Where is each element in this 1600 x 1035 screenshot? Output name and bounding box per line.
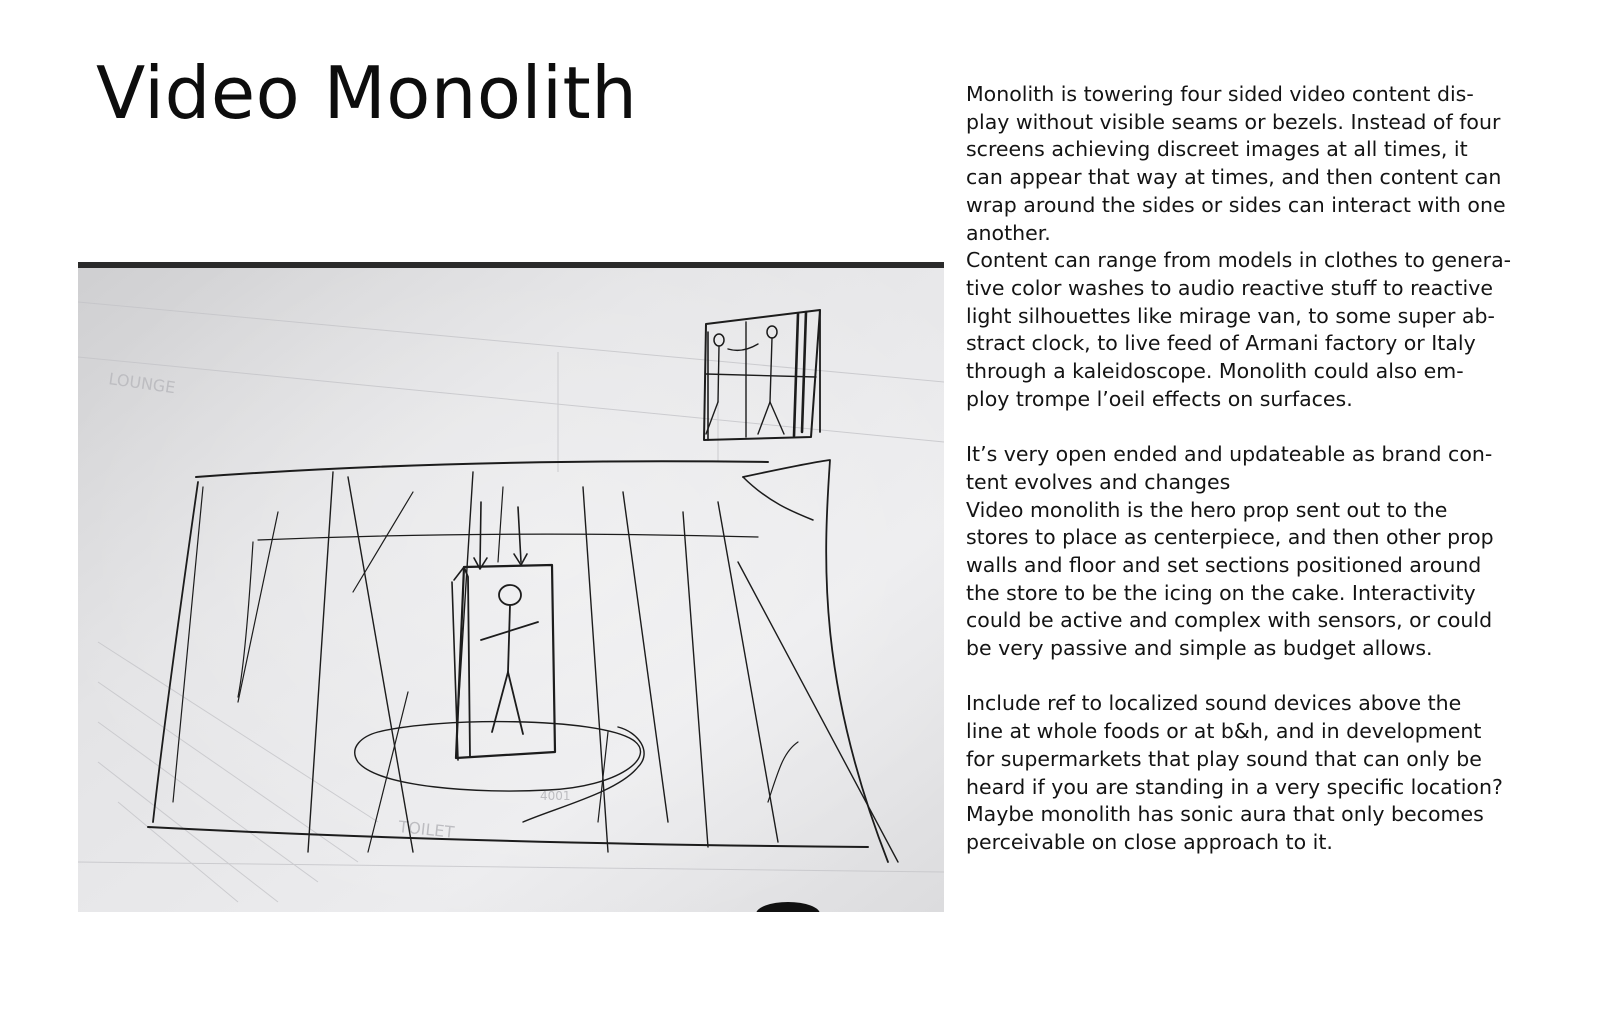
paragraph-content-range: Content can range from models in clothes to genera- tive color washes to audio reactive stuff to reactive light silhouettes like mirage van, to some super ab- stract clock, to live feed of Armani factory or Italy through a kaleidoscope. Monolith could also em- ploy trompe l’oeil effects on surfaces. [966, 248, 1512, 411]
description-text [966, 81, 1556, 857]
page-title: Video Monolith [96, 51, 638, 135]
monolith-sketch-photo [78, 262, 944, 912]
paragraph-open-ended: It’s very open ended and updateable as brand con- tent evolves and changes [966, 442, 1493, 494]
svg-text:4001: 4001 [540, 789, 571, 803]
sketch-drawing [78, 262, 944, 912]
svg-text:LOUNGE: LOUNGE [107, 369, 177, 398]
paragraph-intro: Monolith is towering four sided video content dis- play without visible seams or bezels. Instead of four screens achieving discreet images at all times, it can appear that way at times, and then content can wrap around the sides or sides can interact with one another. [966, 82, 1506, 245]
paragraph-hero-prop: Video monolith is the hero prop sent out to the stores to place as centerpiece, and then other prop walls and floor and set sections positioned around the store to be the icing on the cake. Interactivity could be active and complex with sensors, or could be very passive and simple as budget allows. [966, 497, 1494, 661]
svg-text:TOILET: TOILET [397, 817, 456, 842]
paragraph-sound: Include ref to localized sound devices above the line at whole foods or at b&h, and in development for supermarkets that play sound that can only be heard if you are standing in a very specific location? Maybe monolith has sonic aura that only becomes perceivable on close approach to it. [966, 691, 1503, 854]
